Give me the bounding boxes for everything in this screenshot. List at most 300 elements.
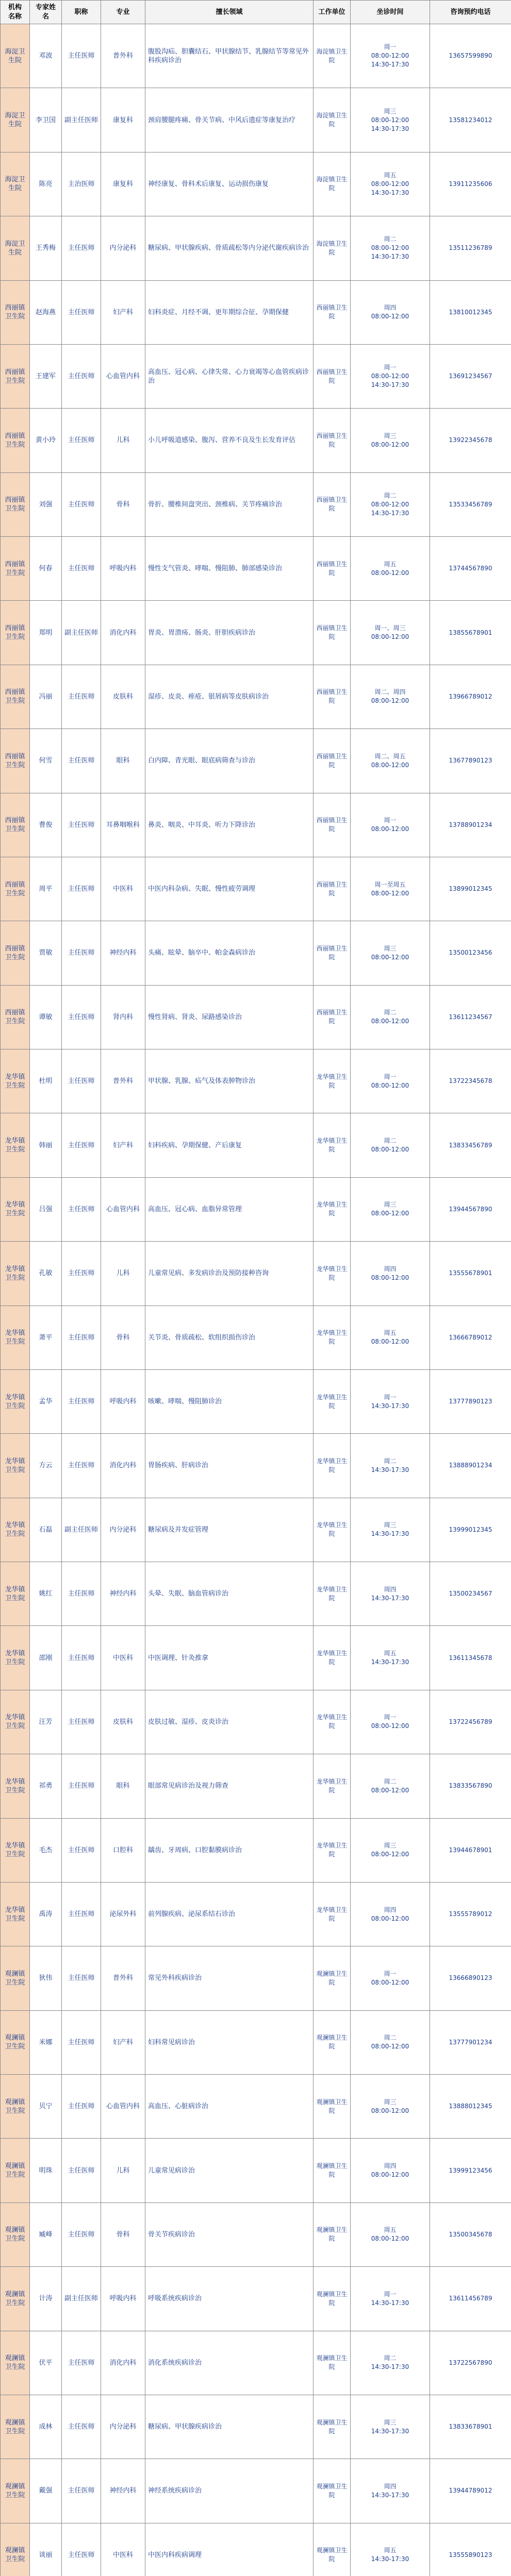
org-cell: 西丽镇卫生院	[1, 472, 30, 536]
org-cell: 西丽镇卫生院	[1, 601, 30, 665]
expert-name: 贝宁	[30, 2075, 62, 2139]
appointment-phone: 13555789012	[430, 1882, 511, 1946]
expert-skill: 皮肤过敏、湿疹、皮炎诊治	[145, 1690, 314, 1754]
clinic-time: 周五 14:30-17:30	[351, 1626, 430, 1690]
org-cell: 观澜镇卫生院	[1, 2459, 30, 2523]
expert-specialty: 肾内科	[101, 985, 145, 1049]
clinic-time: 周一、周三 08:00-12:00	[351, 601, 430, 665]
expert-skill: 妇科炎症、月经不调、更年期综合征、孕期保健	[145, 280, 314, 344]
expert-skill: 中医内科疾病调理	[145, 2523, 314, 2576]
clinic-time: 周一 08:00-12:00	[351, 1946, 430, 2010]
expert-name: 方云	[30, 1434, 62, 1498]
expert-skill: 常见外科疾病诊治	[145, 1946, 314, 2010]
table-header-row	[1, 1, 511, 24]
expert-name: 邵刚	[30, 1626, 62, 1690]
expert-title: 主任医师	[62, 1882, 101, 1946]
expert-skill: 中医调理、针灸推拿	[145, 1626, 314, 1690]
table-row	[1, 1882, 511, 1946]
appointment-phone: 13533456789	[430, 472, 511, 536]
expert-skill: 白内障、青光眼、眼底病筛查与诊治	[145, 729, 314, 793]
appointment-phone: 13911235606	[430, 152, 511, 216]
appointment-phone: 13944678901	[430, 1818, 511, 1882]
expert-skill: 甲状腺、乳腺、疝气及体表肿物诊治	[145, 1049, 314, 1113]
expert-title: 副主任医师	[62, 2267, 101, 2331]
expert-name: 冯丽	[30, 665, 62, 728]
expert-name: 王建军	[30, 344, 62, 408]
work-unit: 西丽镇卫生院	[314, 921, 351, 985]
expert-skill: 神经系统疾病诊治	[145, 2459, 314, 2523]
expert-skill: 骨关节疾病诊治	[145, 2202, 314, 2266]
header-place: 工作单位	[314, 1, 351, 24]
expert-skill: 高血压、冠心病、血脂异常管理	[145, 1177, 314, 1241]
table-row	[1, 537, 511, 601]
work-unit: 观澜镇卫生院	[314, 2523, 351, 2576]
expert-title: 主任医师	[62, 1113, 101, 1177]
table-row	[1, 280, 511, 344]
work-unit: 西丽镇卫生院	[314, 280, 351, 344]
header-specialty: 专业	[101, 1, 145, 24]
clinic-time: 周二 08:00-12:00 14:30-17:30	[351, 216, 430, 280]
appointment-phone: 13722456789	[430, 1690, 511, 1754]
expert-name: 计涛	[30, 2267, 62, 2331]
appointment-phone: 13966789012	[430, 665, 511, 728]
table-row	[1, 1498, 511, 1562]
expert-specialty: 眼科	[101, 729, 145, 793]
org-cell: 西丽镇卫生院	[1, 857, 30, 921]
expert-name: 臧峰	[30, 2202, 62, 2266]
expert-specialty: 心血管内科	[101, 1177, 145, 1241]
work-unit: 西丽镇卫生院	[314, 472, 351, 536]
work-unit: 西丽镇卫生院	[314, 537, 351, 601]
expert-specialty: 内分泌科	[101, 216, 145, 280]
org-cell: 龙华镇卫生院	[1, 1882, 30, 1946]
expert-skill: 前列腺疾病、泌尿系结石诊治	[145, 1882, 314, 1946]
expert-name: 韩丽	[30, 1113, 62, 1177]
expert-skill: 骨折、腰椎间盘突出、颈椎病、关节疼痛诊治	[145, 472, 314, 536]
clinic-time: 周二 14:30-17:30	[351, 1434, 430, 1498]
table-row	[1, 921, 511, 985]
expert-specialty: 眼科	[101, 1754, 145, 1818]
expert-title: 主任医师	[62, 921, 101, 985]
expert-specialty: 骨科	[101, 2202, 145, 2266]
org-cell: 西丽镇卫生院	[1, 665, 30, 728]
clinic-time: 周三 14:30-17:30	[351, 1498, 430, 1562]
expert-specialty: 骨科	[101, 1306, 145, 1369]
appointment-phone: 13611345678	[430, 1626, 511, 1690]
clinic-time: 周五 08:00-12:00	[351, 537, 430, 601]
table-row	[1, 2523, 511, 2576]
clinic-time: 周二、周五 08:00-12:00	[351, 729, 430, 793]
expert-title: 主任医师	[62, 2075, 101, 2139]
expert-specialty: 普外科	[101, 24, 145, 88]
clinic-time: 周四 08:00-12:00	[351, 280, 430, 344]
expert-skill: 眼部常见病诊治及视力筛查	[145, 1754, 314, 1818]
org-cell: 西丽镇卫生院	[1, 280, 30, 344]
org-cell: 西丽镇卫生院	[1, 729, 30, 793]
expert-specialty: 普外科	[101, 1049, 145, 1113]
expert-title: 主任医师	[62, 729, 101, 793]
expert-name: 谭敏	[30, 985, 62, 1049]
table-row	[1, 729, 511, 793]
table-row	[1, 2395, 511, 2459]
expert-skill: 儿童常见病、多发病诊治及预防接种咨询	[145, 1242, 314, 1306]
expert-name: 陈亮	[30, 152, 62, 216]
work-unit: 龙华镇卫生院	[314, 1754, 351, 1818]
work-unit: 观澜镇卫生院	[314, 2010, 351, 2074]
appointment-phone: 13944567890	[430, 1177, 511, 1241]
header-skill: 擅长领域	[145, 1, 314, 24]
table-row	[1, 601, 511, 665]
expert-specialty: 消化内科	[101, 601, 145, 665]
expert-skill: 咳嗽、哮喘、慢阻肺诊治	[145, 1369, 314, 1433]
org-cell: 龙华镇卫生院	[1, 1754, 30, 1818]
work-unit: 龙华镇卫生院	[314, 1049, 351, 1113]
appointment-phone: 13722567890	[430, 2331, 511, 2395]
appointment-phone: 13555678901	[430, 1242, 511, 1306]
clinic-time: 周五 08:00-12:00 14:30-17:30	[351, 152, 430, 216]
expert-name: 戴强	[30, 2459, 62, 2523]
expert-name: 伏平	[30, 2331, 62, 2395]
table-row	[1, 88, 511, 152]
expert-specialty: 儿科	[101, 1242, 145, 1306]
work-unit: 西丽镇卫生院	[314, 985, 351, 1049]
expert-specialty: 妇产科	[101, 2010, 145, 2074]
org-cell: 龙华镇卫生院	[1, 1434, 30, 1498]
expert-skill: 妇科疾病、孕期保健、产后康复	[145, 1113, 314, 1177]
expert-name: 米娜	[30, 2010, 62, 2074]
expert-specialty: 神经内科	[101, 921, 145, 985]
org-cell: 观澜镇卫生院	[1, 1946, 30, 2010]
clinic-time: 周四 08:00-12:00	[351, 1882, 430, 1946]
org-cell: 观澜镇卫生院	[1, 2202, 30, 2266]
expert-specialty: 普外科	[101, 1946, 145, 2010]
org-cell: 西丽镇卫生院	[1, 409, 30, 472]
expert-title: 主任医师	[62, 985, 101, 1049]
table-row	[1, 857, 511, 921]
expert-name: 贾敏	[30, 921, 62, 985]
expert-skill: 慢性肾病、肾炎、尿路感染诊治	[145, 985, 314, 1049]
work-unit: 龙华镇卫生院	[314, 1626, 351, 1690]
appointment-phone: 13999012345	[430, 1498, 511, 1562]
expert-title: 副主任医师	[62, 1498, 101, 1562]
work-unit: 观澜镇卫生院	[314, 2459, 351, 2523]
org-cell: 海淀卫生院	[1, 88, 30, 152]
org-cell: 龙华镇卫生院	[1, 1306, 30, 1369]
expert-name: 孔敏	[30, 1242, 62, 1306]
expert-name: 何雪	[30, 729, 62, 793]
expert-skill: 小儿呼吸道感染、腹泻、营养不良及生长发育评估	[145, 409, 314, 472]
expert-name: 孟华	[30, 1369, 62, 1433]
org-cell: 龙华镇卫生院	[1, 1626, 30, 1690]
expert-skill: 龋齿、牙周病、口腔黏膜病诊治	[145, 1818, 314, 1882]
expert-name: 明珠	[30, 2139, 62, 2202]
table-row	[1, 1306, 511, 1369]
expert-title: 主任医师	[62, 216, 101, 280]
expert-name: 石磊	[30, 1498, 62, 1562]
expert-title: 主任医师	[62, 409, 101, 472]
expert-skill: 胃炎、胃溃疡、肠炎、肝胆疾病诊治	[145, 601, 314, 665]
expert-skill: 慢性支气管炎、哮喘、慢阻肺、肺部感染诊治	[145, 537, 314, 601]
appointment-phone: 13888901234	[430, 1434, 511, 1498]
work-unit: 龙华镇卫生院	[314, 1562, 351, 1626]
clinic-time: 周四 14:30-17:30	[351, 1562, 430, 1626]
clinic-time: 周三 14:30-17:30	[351, 2395, 430, 2459]
table-row	[1, 1690, 511, 1754]
org-cell: 观澜镇卫生院	[1, 2523, 30, 2576]
work-unit: 西丽镇卫生院	[314, 344, 351, 408]
expert-title: 主任医师	[62, 793, 101, 857]
work-unit: 观澜镇卫生院	[314, 2395, 351, 2459]
org-cell: 观澜镇卫生院	[1, 2267, 30, 2331]
table-row	[1, 1369, 511, 1433]
clinic-time: 周一 14:30-17:30	[351, 1369, 430, 1433]
clinic-time: 周三 08:00-12:00	[351, 409, 430, 472]
appointment-phone: 13833678901	[430, 2395, 511, 2459]
appointment-phone: 13691234567	[430, 344, 511, 408]
expert-title: 主任医师	[62, 1946, 101, 2010]
org-cell: 西丽镇卫生院	[1, 344, 30, 408]
appointment-phone: 13788901234	[430, 793, 511, 857]
expert-skill: 胃肠疾病、肝病诊治	[145, 1434, 314, 1498]
appointment-phone: 13666890123	[430, 1946, 511, 2010]
appointment-phone: 13611234567	[430, 985, 511, 1049]
work-unit: 西丽镇卫生院	[314, 729, 351, 793]
expert-title: 主任医师	[62, 24, 101, 88]
work-unit: 西丽镇卫生院	[314, 793, 351, 857]
expert-specialty: 泌尿外科	[101, 1882, 145, 1946]
expert-name: 禹涛	[30, 1882, 62, 1946]
org-cell: 观澜镇卫生院	[1, 2395, 30, 2459]
clinic-time: 周五 08:00-12:00	[351, 2202, 430, 2266]
expert-name: 汪芳	[30, 1690, 62, 1754]
expert-name: 萧平	[30, 1306, 62, 1369]
table-row	[1, 2075, 511, 2139]
expert-specialty: 呼吸内科	[101, 1369, 145, 1433]
work-unit: 龙华镇卫生院	[314, 1177, 351, 1241]
table-row	[1, 472, 511, 536]
appointment-phone: 13677890123	[430, 729, 511, 793]
work-unit: 龙华镇卫生院	[314, 1242, 351, 1306]
table-row	[1, 1818, 511, 1882]
expert-name: 成林	[30, 2395, 62, 2459]
appointment-phone: 13777901234	[430, 2010, 511, 2074]
expert-specialty: 呼吸内科	[101, 2267, 145, 2331]
table-row	[1, 985, 511, 1049]
org-cell: 龙华镇卫生院	[1, 1369, 30, 1433]
expert-specialty: 妇产科	[101, 1113, 145, 1177]
expert-specialty: 中医科	[101, 1626, 145, 1690]
expert-specialty: 消化内科	[101, 2331, 145, 2395]
expert-specialty: 口腔科	[101, 1818, 145, 1882]
appointment-phone: 13581234012	[430, 88, 511, 152]
appointment-phone: 13500345678	[430, 2202, 511, 2266]
table-row	[1, 2202, 511, 2266]
table-row	[1, 1754, 511, 1818]
expert-specialty: 消化内科	[101, 1434, 145, 1498]
clinic-time: 周三 08:00-12:00	[351, 2075, 430, 2139]
expert-skill: 高血压、冠心病、心律失常、心力衰竭等心血管疾病诊治	[145, 344, 314, 408]
expert-title: 主任医师	[62, 344, 101, 408]
clinic-time: 周三 08:00-12:00 14:30-17:30	[351, 88, 430, 152]
work-unit: 龙华镇卫生院	[314, 1369, 351, 1433]
expert-name: 狄伟	[30, 1946, 62, 2010]
expert-name: 毛杰	[30, 1818, 62, 1882]
header-time: 坐诊时间	[351, 1, 430, 24]
expert-title: 副主任医师	[62, 601, 101, 665]
table-row	[1, 1113, 511, 1177]
table-row	[1, 1049, 511, 1113]
clinic-time: 周一至周五 08:00-12:00	[351, 857, 430, 921]
table-row	[1, 2459, 511, 2523]
table-row	[1, 2010, 511, 2074]
work-unit: 海淀镇卫生院	[314, 24, 351, 88]
appointment-phone: 13744567890	[430, 537, 511, 601]
expert-title: 主任医师	[62, 857, 101, 921]
expert-title: 主任医师	[62, 2523, 101, 2576]
org-cell: 海淀卫生院	[1, 152, 30, 216]
clinic-time: 周四 08:00-12:00	[351, 1242, 430, 1306]
appointment-phone: 13833567890	[430, 1754, 511, 1818]
org-cell: 观澜镇卫生院	[1, 2331, 30, 2395]
expert-skill: 中医内科杂病、失眠、慢性疲劳调理	[145, 857, 314, 921]
table-row	[1, 2139, 511, 2202]
expert-skill: 头晕、失眠、脑血管病诊治	[145, 1562, 314, 1626]
table-row	[1, 2331, 511, 2395]
work-unit: 龙华镇卫生院	[314, 1498, 351, 1562]
expert-title: 主任医师	[62, 1242, 101, 1306]
expert-specialty: 神经内科	[101, 1562, 145, 1626]
appointment-phone: 13899012345	[430, 857, 511, 921]
org-cell: 西丽镇卫生院	[1, 793, 30, 857]
work-unit: 观澜镇卫生院	[314, 1946, 351, 2010]
appointment-phone: 13944789012	[430, 2459, 511, 2523]
clinic-time: 周一 14:30-17:30	[351, 2267, 430, 2331]
expert-name: 周平	[30, 857, 62, 921]
expert-skill: 高血压、心脏病诊治	[145, 2075, 314, 2139]
expert-specialty: 心血管内科	[101, 2075, 145, 2139]
expert-skill: 儿童常见病诊治	[145, 2139, 314, 2202]
clinic-time: 周一 08:00-12:00 14:30-17:30	[351, 344, 430, 408]
expert-name: 郑明	[30, 601, 62, 665]
expert-name: 王秀梅	[30, 216, 62, 280]
work-unit: 西丽镇卫生院	[314, 409, 351, 472]
header-org: 机构 名称	[1, 1, 30, 24]
clinic-time: 周二 08:00-12:00	[351, 985, 430, 1049]
appointment-phone: 13555890123	[430, 2523, 511, 2576]
appointment-phone: 13500234567	[430, 1562, 511, 1626]
expert-name: 吕强	[30, 1177, 62, 1241]
expert-title: 主任医师	[62, 1177, 101, 1241]
org-cell: 龙华镇卫生院	[1, 1562, 30, 1626]
expert-name: 杜明	[30, 1049, 62, 1113]
work-unit: 龙华镇卫生院	[314, 1882, 351, 1946]
expert-title: 主任医师	[62, 472, 101, 536]
expert-specialty: 儿科	[101, 2139, 145, 2202]
appointment-phone: 13922345678	[430, 409, 511, 472]
expert-name: 何春	[30, 537, 62, 601]
work-unit: 海淀镇卫生院	[314, 216, 351, 280]
expert-title: 主任医师	[62, 1562, 101, 1626]
appointment-phone: 13722345678	[430, 1049, 511, 1113]
clinic-time: 周二 14:30-17:30	[351, 2331, 430, 2395]
clinic-time: 周四 08:00-12:00	[351, 2139, 430, 2202]
appointment-phone: 13657599890	[430, 24, 511, 88]
org-cell: 龙华镇卫生院	[1, 1690, 30, 1754]
appointment-phone: 13500123456	[430, 921, 511, 985]
work-unit: 龙华镇卫生院	[314, 1434, 351, 1498]
expert-name: 姚红	[30, 1562, 62, 1626]
expert-name: 刘强	[30, 472, 62, 536]
clinic-time: 周一 08:00-12:00	[351, 1690, 430, 1754]
table-row	[1, 793, 511, 857]
expert-specialty: 妇产科	[101, 280, 145, 344]
work-unit: 西丽镇卫生院	[314, 857, 351, 921]
table-row	[1, 2267, 511, 2331]
expert-specialty: 内分泌科	[101, 1498, 145, 1562]
work-unit: 西丽镇卫生院	[314, 665, 351, 728]
table-row	[1, 665, 511, 728]
org-cell: 龙华镇卫生院	[1, 1049, 30, 1113]
table-row	[1, 1177, 511, 1241]
org-cell: 观澜镇卫生院	[1, 2010, 30, 2074]
expert-name: 邓波	[30, 24, 62, 88]
expert-title: 主任医师	[62, 1434, 101, 1498]
expert-title: 主任医师	[62, 1818, 101, 1882]
appointment-phone: 13611456789	[430, 2267, 511, 2331]
clinic-time: 周一 08:00-12:00 14:30-17:30	[351, 24, 430, 88]
clinic-time: 周三 08:00-12:00	[351, 921, 430, 985]
table-body	[1, 24, 511, 2576]
org-cell: 龙华镇卫生院	[1, 1113, 30, 1177]
org-cell: 观澜镇卫生院	[1, 2139, 30, 2202]
expert-title: 主任医师	[62, 537, 101, 601]
org-cell: 海淀卫生院	[1, 24, 30, 88]
table-row	[1, 24, 511, 88]
org-cell: 龙华镇卫生院	[1, 1242, 30, 1306]
work-unit: 观澜镇卫生院	[314, 2139, 351, 2202]
org-cell: 观澜镇卫生院	[1, 2075, 30, 2139]
org-cell: 龙华镇卫生院	[1, 1818, 30, 1882]
expert-specialty: 中医科	[101, 2523, 145, 2576]
expert-name: 李卫国	[30, 88, 62, 152]
expert-specialty: 中医科	[101, 857, 145, 921]
expert-title: 主任医师	[62, 665, 101, 728]
header-title: 职称	[62, 1, 101, 24]
clinic-time: 周三 08:00-12:00	[351, 1818, 430, 1882]
clinic-time: 周一 08:00-12:00	[351, 1049, 430, 1113]
expert-specialty: 皮肤科	[101, 1690, 145, 1754]
expert-name: 黄小玲	[30, 409, 62, 472]
clinic-time: 周二、周四 08:00-12:00	[351, 665, 430, 728]
header-phone: 咨询预约电话	[430, 1, 511, 24]
work-unit: 观澜镇卫生院	[314, 2267, 351, 2331]
expert-title: 主任医师	[62, 1049, 101, 1113]
expert-skill: 湿疹、皮炎、痤疮、银屑病等皮肤病诊治	[145, 665, 314, 728]
table-row	[1, 1626, 511, 1690]
appointment-phone: 13833456789	[430, 1113, 511, 1177]
expert-name: 谈丽	[30, 2523, 62, 2576]
appointment-phone: 13999123456	[430, 2139, 511, 2202]
appointment-phone: 13810012345	[430, 280, 511, 344]
expert-specialty: 内分泌科	[101, 2395, 145, 2459]
expert-title: 主任医师	[62, 2139, 101, 2202]
expert-specialty: 皮肤科	[101, 665, 145, 728]
clinic-time: 周三 08:00-12:00	[351, 1177, 430, 1241]
expert-title: 主任医师	[62, 2395, 101, 2459]
work-unit: 龙华镇卫生院	[314, 1690, 351, 1754]
expert-skill: 呼吸系统疾病诊治	[145, 2267, 314, 2331]
appointment-phone: 13511236789	[430, 216, 511, 280]
